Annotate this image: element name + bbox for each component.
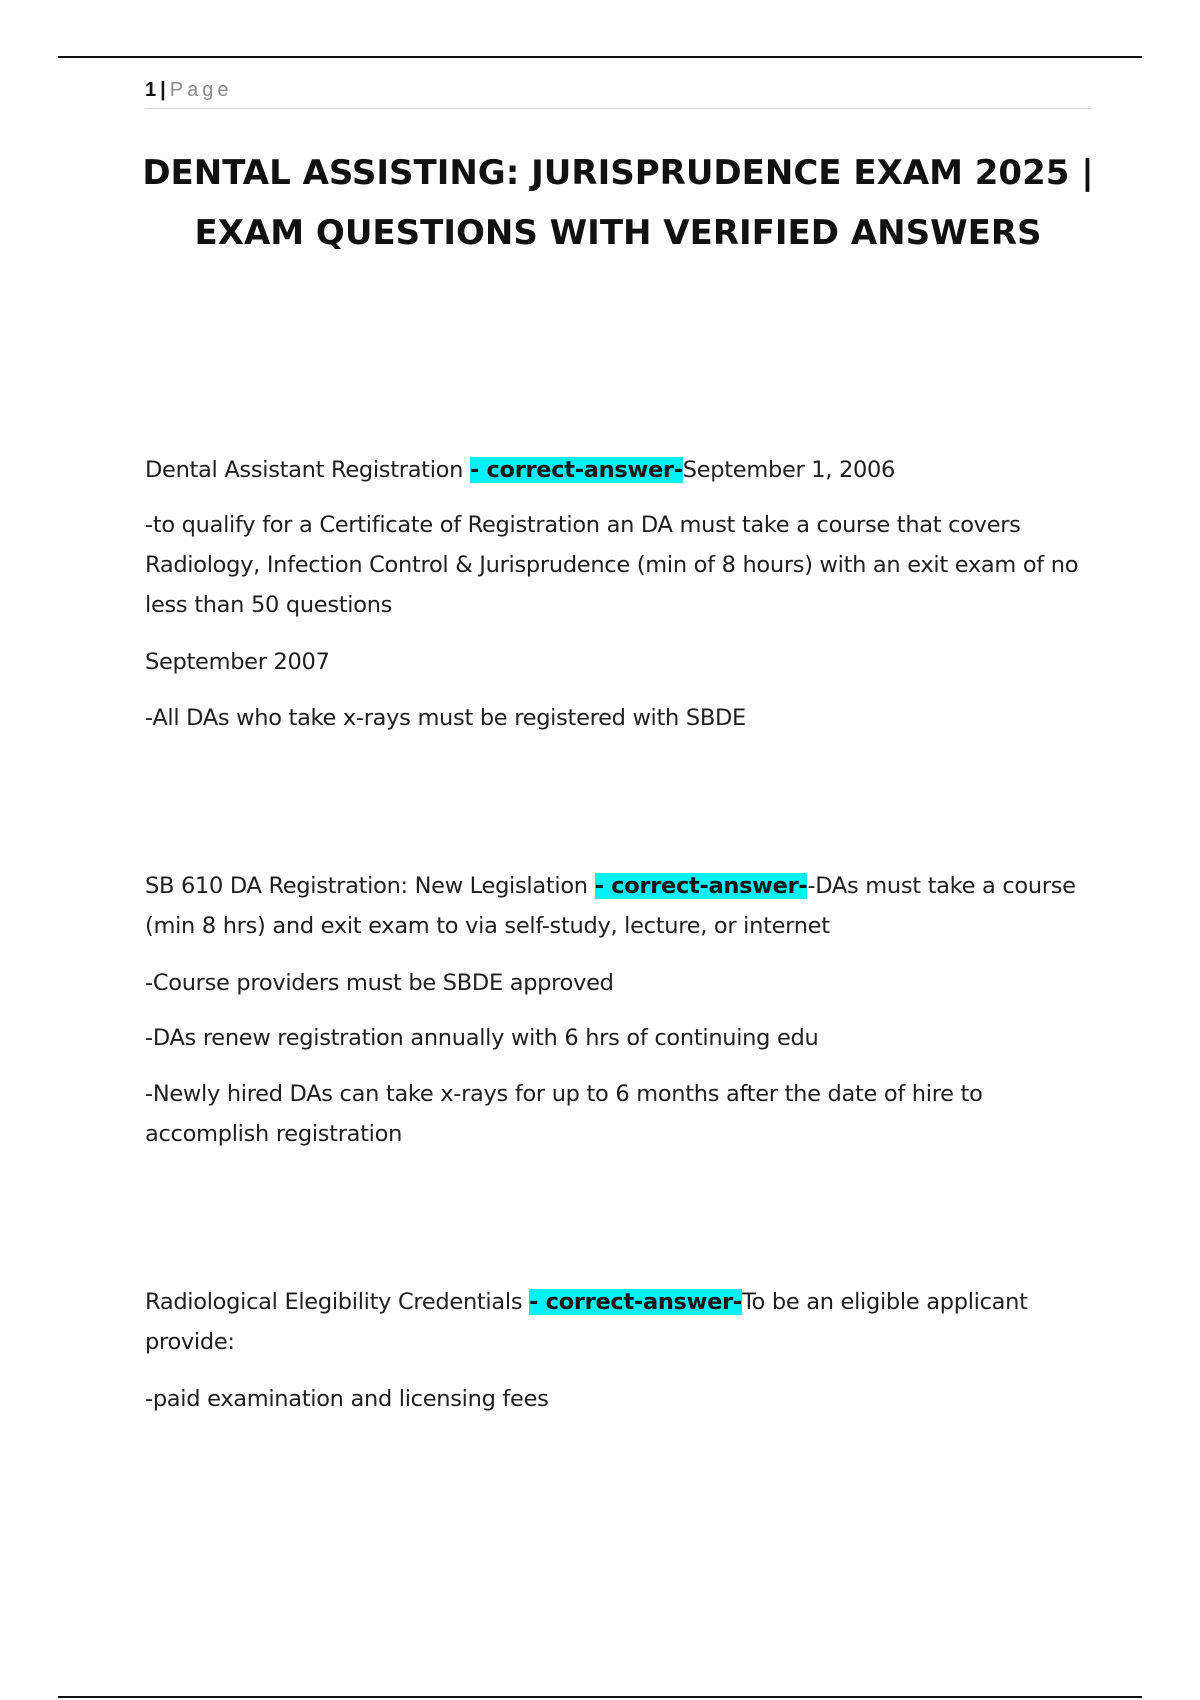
answer-marker-3: - correct-answer- [529,1289,742,1315]
answer-1-line-3: -All DAs who take x-rays must be registered with SBDE [145,705,746,731]
page-separator: | [160,79,166,101]
answer-2-start: -DAs must take a course (min 8 hrs) and exit exam to via self-study, lecture, or internet [145,873,1076,939]
answer-2-line-1: -Course providers must be SBDE approved [145,970,614,996]
document-title: DENTAL ASSISTING: JURISPRUDENCE EXAM 2025 | EXAM QUESTIONS WITH VERIFIED ANSWERS [142,153,1094,253]
question-2-label: SB 610 DA Registration: New Legislation [145,873,588,899]
question-3 [145,1282,1091,1362]
question-3-label: Radiological Elegibility Credentials [145,1289,523,1315]
page-bottom-rule [58,1696,1142,1698]
answer-2-line-2: -DAs renew registration annually with 6 hrs of continuing edu [145,1025,819,1051]
page-top-rule [58,56,1142,58]
answer-3-start: To be an eligible applicant provide: [145,1289,1028,1355]
answer-1-line-2: September 2007 [145,649,330,675]
answer-1-start: September 1, 2006 [682,457,896,483]
page-number: 1 [145,79,157,101]
answer-3-line-1: -paid examination and licensing fees [145,1386,549,1412]
answer-marker-2: - correct-answer- [594,873,808,899]
question-1-label: Dental Assistant Registration [145,457,464,483]
answer-1-line-1: -to qualify for a Certificate of Registration an DA must take a course that covers Radiology, Infection Control & Jurisprudence (min of 8 hours) with an exit exam of no less than 50 questions [145,512,1079,618]
answer-marker-1: - correct-answer- [469,457,683,483]
page-header [145,76,1091,109]
question-2 [145,866,1091,946]
page-word: Page [169,79,233,101]
question-1 [145,450,1091,490]
answer-2-line-3: -Newly hired DAs can take x-rays for up to 6 months after the date of hire to accomplish registration [145,1081,983,1147]
